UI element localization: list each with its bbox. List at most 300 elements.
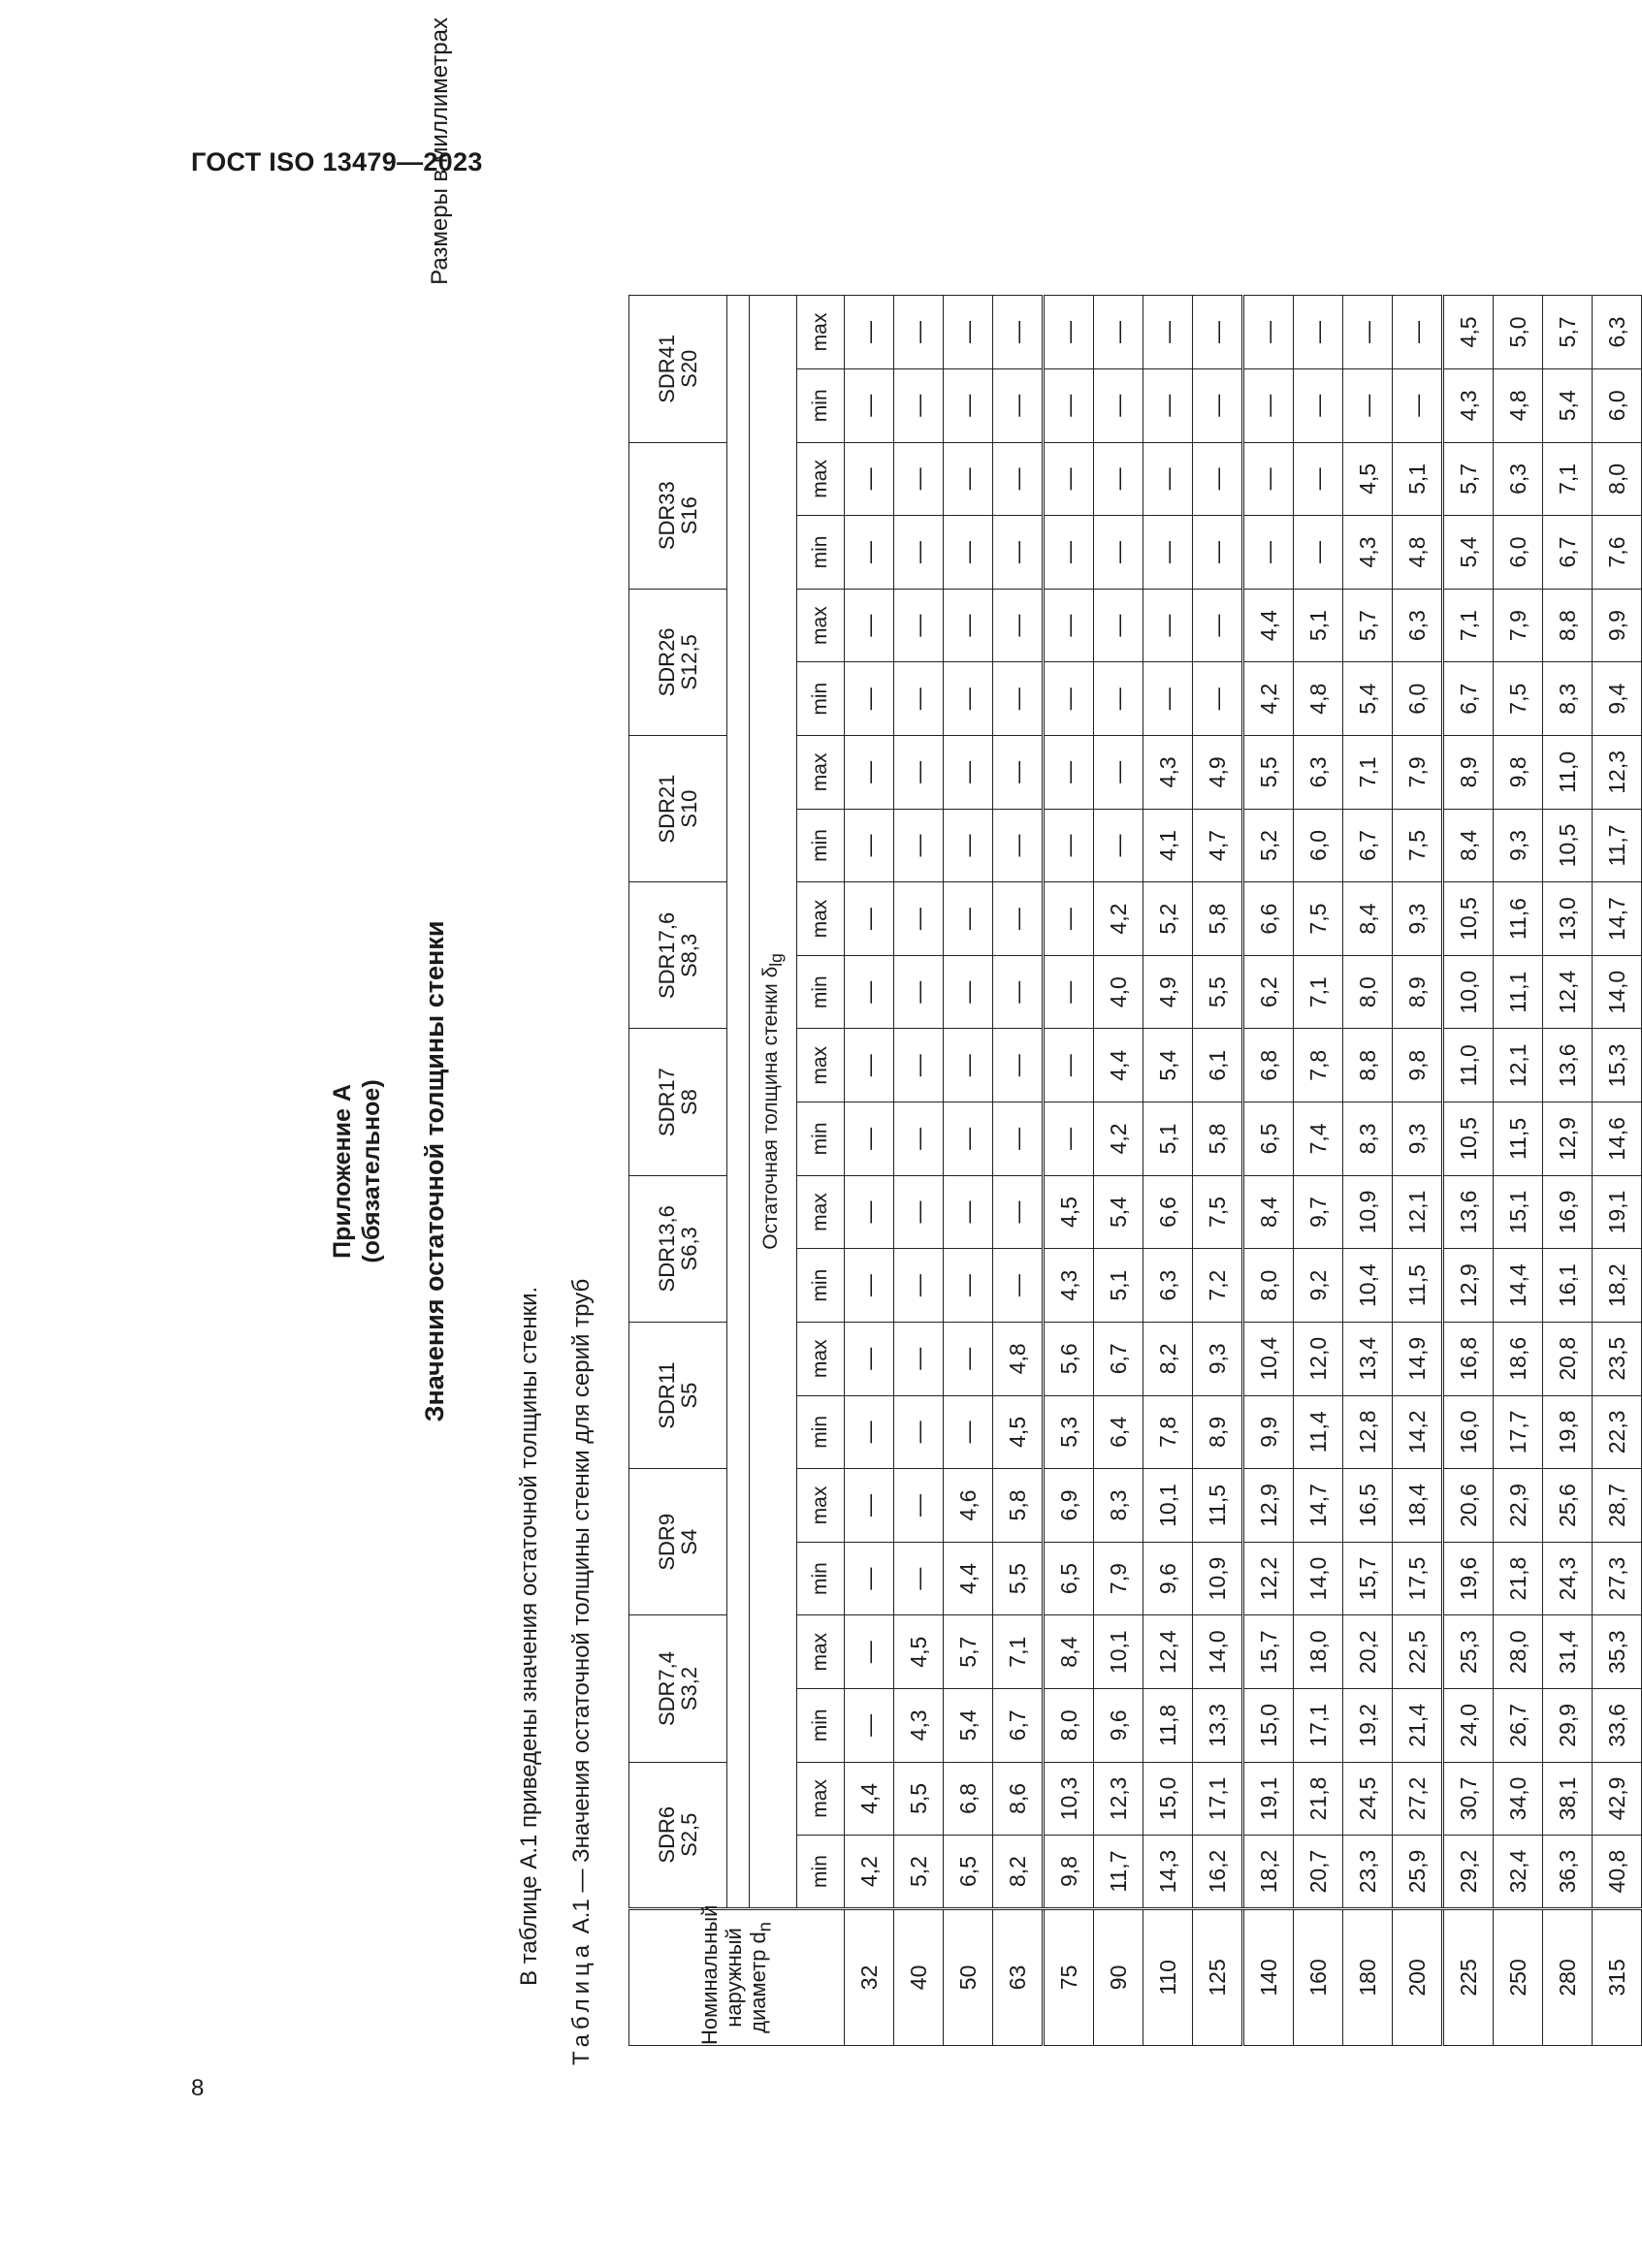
thickness-cell: 7,2	[1193, 1249, 1243, 1323]
thickness-cell: 14,7	[1294, 1469, 1343, 1543]
thickness-cell: —	[1193, 516, 1243, 590]
thickness-cell: 4,4	[1243, 589, 1294, 662]
thickness-cell: 11,1	[1494, 955, 1543, 1029]
thickness-cell: 12,9	[1543, 1102, 1593, 1176]
min-header: min	[797, 1249, 845, 1323]
thickness-cell: —	[1143, 296, 1193, 369]
thickness-cell: 24,3	[1543, 1542, 1593, 1615]
thickness-cell: 17,1	[1193, 1762, 1243, 1836]
series-header	[629, 882, 727, 1029]
min-header: min	[797, 955, 845, 1029]
thickness-cell: 5,1	[1393, 442, 1443, 516]
thickness-cell: 4,2	[1094, 882, 1143, 956]
series-s-label: S12,5	[677, 634, 701, 690]
thickness-cell: 19,1	[1593, 1175, 1642, 1249]
table-row	[1593, 296, 1642, 2046]
thickness-cell: 4,6	[944, 1469, 993, 1543]
thickness-cell: —	[845, 662, 894, 736]
thickness-cell: 4,2	[1094, 1102, 1143, 1176]
thickness-cell: —	[845, 736, 894, 810]
thickness-cell: 4,8	[993, 1322, 1044, 1395]
thickness-cell: —	[1094, 662, 1143, 736]
thickness-cell: 14,0	[1294, 1542, 1343, 1615]
thickness-cell: 10,9	[1193, 1542, 1243, 1615]
thickness-cell: 7,4	[1294, 1102, 1343, 1176]
max-header: max	[797, 1175, 845, 1249]
thickness-cell: 22,9	[1494, 1469, 1543, 1543]
units-note: Размеры в миллиметрах	[427, 17, 453, 285]
thickness-cell: —	[944, 1102, 993, 1176]
table-caption-label: Таблица	[568, 1939, 595, 2065]
max-header: max	[797, 589, 845, 662]
table-row	[1193, 296, 1243, 2046]
thickness-cell: 6,3	[1494, 442, 1543, 516]
thickness-cell: 6,5	[944, 1836, 993, 1909]
thickness-cell: 6,6	[1243, 882, 1294, 956]
min-header: min	[797, 368, 845, 442]
thickness-cell: 5,5	[1193, 955, 1243, 1029]
thickness-cell: 17,1	[1294, 1689, 1343, 1763]
thickness-cell: —	[894, 516, 944, 590]
min-header: min	[797, 1542, 845, 1615]
thickness-cell: 7,5	[1193, 1175, 1243, 1249]
thickness-cell: 9,3	[1393, 882, 1443, 956]
thickness-cell: 12,3	[1593, 736, 1642, 810]
series-sdr-label: SDR6	[655, 1805, 679, 1864]
max-header: max	[797, 1469, 845, 1543]
thickness-cell: 4,5	[1343, 442, 1393, 516]
thickness-cell: 22,3	[1593, 1395, 1642, 1469]
thickness-cell: 7,9	[1393, 736, 1443, 810]
thickness-cell: 23,5	[1593, 1322, 1642, 1395]
thickness-cell: 21,8	[1494, 1542, 1543, 1615]
table-row	[1094, 296, 1143, 2046]
thickness-cell: 10,4	[1243, 1322, 1294, 1395]
thickness-cell: —	[845, 516, 894, 590]
thickness-cell: —	[845, 1689, 894, 1763]
thickness-cell: 11,7	[1094, 1836, 1143, 1909]
residual-header-subscript: lg	[766, 953, 787, 967]
thickness-cell: —	[1143, 442, 1193, 516]
thickness-cell: 19,1	[1243, 1762, 1294, 1836]
series-sdr-label: SDR21	[655, 774, 679, 844]
series-sdr-label: SDR41	[655, 334, 679, 403]
thickness-cell: 7,1	[1443, 589, 1494, 662]
table-row	[1143, 296, 1193, 2046]
thickness-cell: 31,4	[1543, 1615, 1593, 1689]
series-s-label: S2,5	[677, 1812, 701, 1857]
thickness-cell: —	[1094, 809, 1143, 882]
thickness-cell: —	[845, 1249, 894, 1323]
thickness-cell: 9,2	[1294, 1249, 1343, 1323]
thickness-cell: —	[1094, 368, 1143, 442]
thickness-cell: 6,0	[1593, 368, 1642, 442]
max-header: max	[797, 1322, 845, 1395]
thickness-cell: —	[894, 296, 944, 369]
thickness-cell: 34,0	[1494, 1762, 1543, 1836]
series-sdr-label: SDR17,6	[655, 911, 679, 1000]
series-header	[629, 1615, 727, 1762]
thickness-cell: —	[1044, 1102, 1094, 1176]
thickness-cell: 6,1	[1193, 1029, 1243, 1102]
thickness-cell: 6,5	[1243, 1102, 1294, 1176]
thickness-cell: 9,9	[1243, 1395, 1294, 1469]
nominal-diameter-cell: 40	[894, 1908, 944, 2045]
thickness-cell: 4,8	[1393, 516, 1443, 590]
thickness-cell: 6,8	[944, 1762, 993, 1836]
thickness-cell: 5,6	[1044, 1322, 1094, 1395]
series-s-label: S3,2	[677, 1666, 701, 1711]
thickness-cell: 6,7	[993, 1689, 1044, 1763]
residual-header-text: Остаточная толщина стенки δ	[758, 966, 782, 1250]
thickness-cell: 9,4	[1593, 662, 1642, 736]
header-spacer	[727, 296, 750, 1909]
thickness-cell: 11,5	[1393, 1249, 1443, 1323]
thickness-cell: —	[1044, 882, 1094, 956]
thickness-cell: 9,8	[1044, 1836, 1094, 1909]
thickness-cell: —	[845, 882, 894, 956]
thickness-cell: 10,0	[1443, 955, 1494, 1029]
thickness-cell: —	[993, 442, 1044, 516]
thickness-cell: 20,2	[1343, 1615, 1393, 1689]
nominal-diameter-cell: 125	[1193, 1908, 1243, 2045]
thickness-cell: 6,6	[1143, 1175, 1193, 1249]
thickness-cell: 4,4	[944, 1542, 993, 1615]
thickness-cell: —	[1193, 589, 1243, 662]
nominal-diameter-cell: 225	[1443, 1908, 1494, 2045]
thickness-cell: —	[944, 1175, 993, 1249]
thickness-cell: —	[944, 1395, 993, 1469]
thickness-cell: 5,4	[1094, 1175, 1143, 1249]
nominal-diameter-cell: 50	[944, 1908, 993, 2045]
thickness-cell: —	[944, 882, 993, 956]
thickness-cell: 22,5	[1393, 1615, 1443, 1689]
thickness-cell: 20,8	[1543, 1322, 1593, 1395]
thickness-cell: 12,4	[1543, 955, 1593, 1029]
thickness-cell: 4,4	[1094, 1029, 1143, 1102]
thickness-cell: 9,6	[1143, 1542, 1193, 1615]
thickness-cell: 11,4	[1294, 1395, 1343, 1469]
series-s-label: S20	[677, 349, 701, 388]
thickness-cell: 4,5	[1044, 1175, 1094, 1249]
thickness-cell: 11,0	[1443, 1029, 1494, 1102]
thickness-cell: 5,4	[944, 1689, 993, 1763]
thickness-cell: 9,7	[1294, 1175, 1343, 1249]
thickness-cell: —	[1243, 296, 1294, 369]
min-header: min	[797, 516, 845, 590]
thickness-cell: —	[1243, 442, 1294, 516]
thickness-cell: 8,8	[1543, 589, 1593, 662]
thickness-cell: —	[1044, 296, 1094, 369]
min-header: min	[797, 1102, 845, 1176]
thickness-cell: 14,6	[1593, 1102, 1642, 1176]
series-header	[629, 296, 727, 443]
thickness-cell: 6,0	[1393, 662, 1443, 736]
thickness-cell: —	[845, 442, 894, 516]
nominal-diameter-cell: 280	[1543, 1908, 1593, 2045]
thickness-cell: 5,8	[993, 1469, 1044, 1543]
thickness-cell: 4,9	[1193, 736, 1243, 810]
thickness-cell: 15,7	[1243, 1615, 1294, 1689]
thickness-cell: 7,5	[1494, 662, 1543, 736]
thickness-cell: —	[944, 296, 993, 369]
document-code: ГОСТ ISO 13479—2023	[191, 147, 483, 176]
thickness-cell: 24,5	[1343, 1762, 1393, 1836]
thickness-cell: 5,2	[1143, 882, 1193, 956]
thickness-cell: 8,8	[1343, 1029, 1393, 1102]
thickness-cell: 12,1	[1494, 1029, 1543, 1102]
min-header: min	[797, 1836, 845, 1909]
series-sdr-label: SDR9	[655, 1513, 679, 1571]
thickness-cell: —	[1343, 368, 1393, 442]
thickness-cell: 18,2	[1243, 1836, 1294, 1909]
thickness-cell: 13,0	[1543, 882, 1593, 956]
thickness-cell: —	[1044, 368, 1094, 442]
thickness-cell: 18,6	[1494, 1322, 1543, 1395]
thickness-cell: 5,2	[1243, 809, 1294, 882]
thickness-cell: —	[894, 955, 944, 1029]
annex-status: (обязательное)	[358, 1079, 385, 1263]
thickness-cell: 6,3	[1593, 296, 1642, 369]
thickness-cell: 12,2	[1243, 1542, 1294, 1615]
thickness-cell: —	[1393, 296, 1443, 369]
thickness-cell: 13,3	[1193, 1689, 1243, 1763]
thickness-cell: 4,5	[993, 1395, 1044, 1469]
thickness-cell: —	[1243, 516, 1294, 590]
thickness-cell: —	[1094, 589, 1143, 662]
thickness-cell: 6,7	[1094, 1322, 1143, 1395]
thickness-cell: —	[894, 1102, 944, 1176]
thickness-cell: 10,3	[1044, 1762, 1094, 1836]
thickness-cell: 6,7	[1343, 809, 1393, 882]
thickness-cell: 4,5	[894, 1615, 944, 1689]
thickness-cell: —	[1044, 589, 1094, 662]
thickness-cell: 14,3	[1143, 1836, 1193, 1909]
thickness-cell: 4,3	[1044, 1249, 1094, 1323]
nominal-diameter-cell: 140	[1243, 1908, 1294, 2045]
thickness-cell: —	[944, 955, 993, 1029]
thickness-cell: 4,2	[1243, 662, 1294, 736]
thickness-cell: —	[993, 809, 1044, 882]
thickness-cell: 5,4	[1143, 1029, 1193, 1102]
intro-text: В таблице А.1 приведены значения остаточной толщины стенки.	[516, 1286, 542, 1986]
rotated-annex-block	[320, 0, 1629, 2092]
thickness-cell: 8,4	[1343, 882, 1393, 956]
thickness-cell: 9,3	[1193, 1322, 1243, 1395]
thickness-cell: 26,7	[1494, 1689, 1543, 1763]
thickness-cell: 8,4	[1243, 1175, 1294, 1249]
thickness-cell: 6,8	[1243, 1029, 1294, 1102]
thickness-cell: 5,7	[944, 1615, 993, 1689]
thickness-cell: 10,9	[1343, 1175, 1393, 1249]
thickness-cell: 12,9	[1243, 1469, 1294, 1543]
thickness-cell: 6,0	[1494, 516, 1543, 590]
thickness-cell: —	[894, 1175, 944, 1249]
table-row	[944, 296, 993, 2046]
thickness-cell: —	[845, 296, 894, 369]
thickness-cell: 16,2	[1193, 1836, 1243, 1909]
thickness-cell: 7,8	[1294, 1029, 1343, 1102]
thickness-cell: —	[894, 736, 944, 810]
thickness-cell: 19,8	[1543, 1395, 1593, 1469]
thickness-cell: 8,9	[1393, 955, 1443, 1029]
thickness-cell: 8,4	[1044, 1615, 1094, 1689]
residual-thickness-table	[628, 295, 1642, 2046]
series-header	[629, 1175, 727, 1322]
thickness-cell: —	[1044, 516, 1094, 590]
series-sdr-label: SDR33	[655, 481, 679, 551]
thickness-cell: 11,7	[1593, 809, 1642, 882]
thickness-cell: 25,3	[1443, 1615, 1494, 1689]
series-header	[629, 1322, 727, 1468]
thickness-cell: 5,5	[1243, 736, 1294, 810]
thickness-cell: 5,4	[1443, 516, 1494, 590]
thickness-cell: —	[944, 442, 993, 516]
thickness-cell: 7,5	[1294, 882, 1343, 956]
thickness-cell: 21,8	[1294, 1762, 1343, 1836]
thickness-cell: —	[894, 1249, 944, 1323]
thickness-cell: 8,0	[1044, 1689, 1094, 1763]
thickness-cell: —	[845, 1469, 894, 1543]
nominal-diameter-cell: 180	[1343, 1908, 1393, 2045]
thickness-cell: —	[1193, 368, 1243, 442]
thickness-cell: 16,9	[1543, 1175, 1593, 1249]
nominal-diameter-cell: 250	[1494, 1908, 1543, 2045]
thickness-cell: 5,0	[1494, 296, 1543, 369]
thickness-cell: 29,9	[1543, 1689, 1593, 1763]
thickness-cell: —	[1044, 662, 1094, 736]
series-s-label: S10	[677, 789, 701, 828]
thickness-cell: 8,2	[993, 1836, 1044, 1909]
thickness-cell: 8,0	[1593, 442, 1642, 516]
thickness-cell: 5,8	[1193, 1102, 1243, 1176]
thickness-cell: 7,8	[1143, 1395, 1193, 1469]
thickness-cell: —	[1094, 442, 1143, 516]
thickness-cell: —	[1143, 662, 1193, 736]
thickness-cell: 5,5	[894, 1762, 944, 1836]
thickness-cell: 4,5	[1443, 296, 1494, 369]
thickness-cell: 42,9	[1593, 1762, 1642, 1836]
thickness-cell: 9,6	[1094, 1689, 1143, 1763]
thickness-cell: —	[944, 368, 993, 442]
thickness-cell: 7,1	[1294, 955, 1343, 1029]
thickness-cell: 9,9	[1593, 589, 1642, 662]
thickness-cell: 30,7	[1443, 1762, 1494, 1836]
min-header: min	[797, 1395, 845, 1469]
thickness-cell: 10,5	[1443, 882, 1494, 956]
thickness-cell: 7,1	[1543, 442, 1593, 516]
thickness-cell: —	[845, 1615, 894, 1689]
thickness-cell: —	[1294, 368, 1343, 442]
thickness-cell: 4,3	[1443, 368, 1494, 442]
table-row	[1044, 296, 1094, 2046]
table-caption-text: А.1 — Значения остаточной толщины стенки для серий труб	[568, 1278, 595, 1940]
thickness-cell: —	[1044, 955, 1094, 1029]
thickness-cell: 9,3	[1393, 1102, 1443, 1176]
thickness-cell: 6,3	[1143, 1249, 1193, 1323]
table-row	[845, 296, 894, 2046]
thickness-cell: —	[993, 368, 1044, 442]
thickness-cell: 40,8	[1593, 1836, 1642, 1909]
thickness-cell: 8,2	[1143, 1322, 1193, 1395]
thickness-cell: 16,0	[1443, 1395, 1494, 1469]
thickness-cell: 11,6	[1494, 882, 1543, 956]
thickness-cell: 14,7	[1593, 882, 1642, 956]
nominal-diameter-cell: 160	[1294, 1908, 1343, 2045]
thickness-cell: —	[845, 1395, 894, 1469]
thickness-cell: 16,1	[1543, 1249, 1593, 1323]
thickness-cell: 14,0	[1593, 955, 1642, 1029]
min-header: min	[797, 809, 845, 882]
series-sdr-label: SDR11	[655, 1361, 679, 1429]
thickness-cell: —	[993, 296, 1044, 369]
thickness-cell: 12,3	[1094, 1762, 1143, 1836]
thickness-cell: —	[993, 736, 1044, 810]
thickness-cell: 19,2	[1343, 1689, 1393, 1763]
series-header	[629, 1469, 727, 1615]
thickness-cell: 8,3	[1543, 662, 1593, 736]
thickness-cell: —	[1294, 516, 1343, 590]
thickness-cell: —	[845, 368, 894, 442]
thickness-cell: 12,4	[1143, 1615, 1193, 1689]
thickness-cell: —	[845, 1542, 894, 1615]
thickness-cell: 8,6	[993, 1762, 1044, 1836]
thickness-cell: 5,4	[1543, 368, 1593, 442]
thickness-cell: 8,0	[1343, 955, 1393, 1029]
thickness-cell: 5,1	[1143, 1102, 1193, 1176]
thickness-cell: —	[845, 589, 894, 662]
series-s-label: S8,3	[677, 933, 701, 978]
series-s-label: S4	[677, 1528, 701, 1555]
dn-header	[629, 1904, 845, 2045]
thickness-cell: 14,0	[1193, 1615, 1243, 1689]
residual-thickness-header	[750, 296, 797, 1909]
thickness-cell: 8,0	[1243, 1249, 1294, 1323]
nominal-diameter-cell: 90	[1094, 1908, 1143, 2045]
table-row	[1294, 296, 1343, 2046]
thickness-cell: 4,9	[1143, 955, 1193, 1029]
thickness-cell: —	[894, 1395, 944, 1469]
thickness-cell: —	[894, 442, 944, 516]
thickness-cell: 8,3	[1343, 1102, 1393, 1176]
thickness-cell: —	[1094, 736, 1143, 810]
thickness-cell: 7,9	[1494, 589, 1543, 662]
thickness-cell: 5,7	[1543, 296, 1593, 369]
thickness-cell: 36,3	[1543, 1836, 1593, 1909]
thickness-cell: 7,6	[1593, 516, 1642, 590]
thickness-cell: 10,4	[1343, 1249, 1393, 1323]
thickness-cell: 24,0	[1443, 1689, 1494, 1763]
nominal-diameter-cell: 75	[1044, 1908, 1094, 2045]
thickness-cell: 27,3	[1593, 1542, 1642, 1615]
thickness-cell: —	[944, 516, 993, 590]
thickness-cell: 13,6	[1543, 1029, 1593, 1102]
thickness-cell: —	[894, 662, 944, 736]
thickness-cell: 4,1	[1143, 809, 1193, 882]
thickness-cell: 5,3	[1044, 1395, 1094, 1469]
thickness-cell: —	[894, 809, 944, 882]
thickness-cell: 5,4	[1343, 662, 1393, 736]
thickness-cell: 7,5	[1393, 809, 1443, 882]
thickness-cell: 5,5	[993, 1542, 1044, 1615]
thickness-cell: —	[1044, 442, 1094, 516]
thickness-cell: —	[1094, 516, 1143, 590]
max-header: max	[797, 882, 845, 956]
max-header: max	[797, 296, 845, 369]
nominal-diameter-cell: 200	[1393, 1908, 1443, 2045]
thickness-cell: 27,2	[1393, 1762, 1443, 1836]
thickness-cell: 14,2	[1393, 1395, 1443, 1469]
